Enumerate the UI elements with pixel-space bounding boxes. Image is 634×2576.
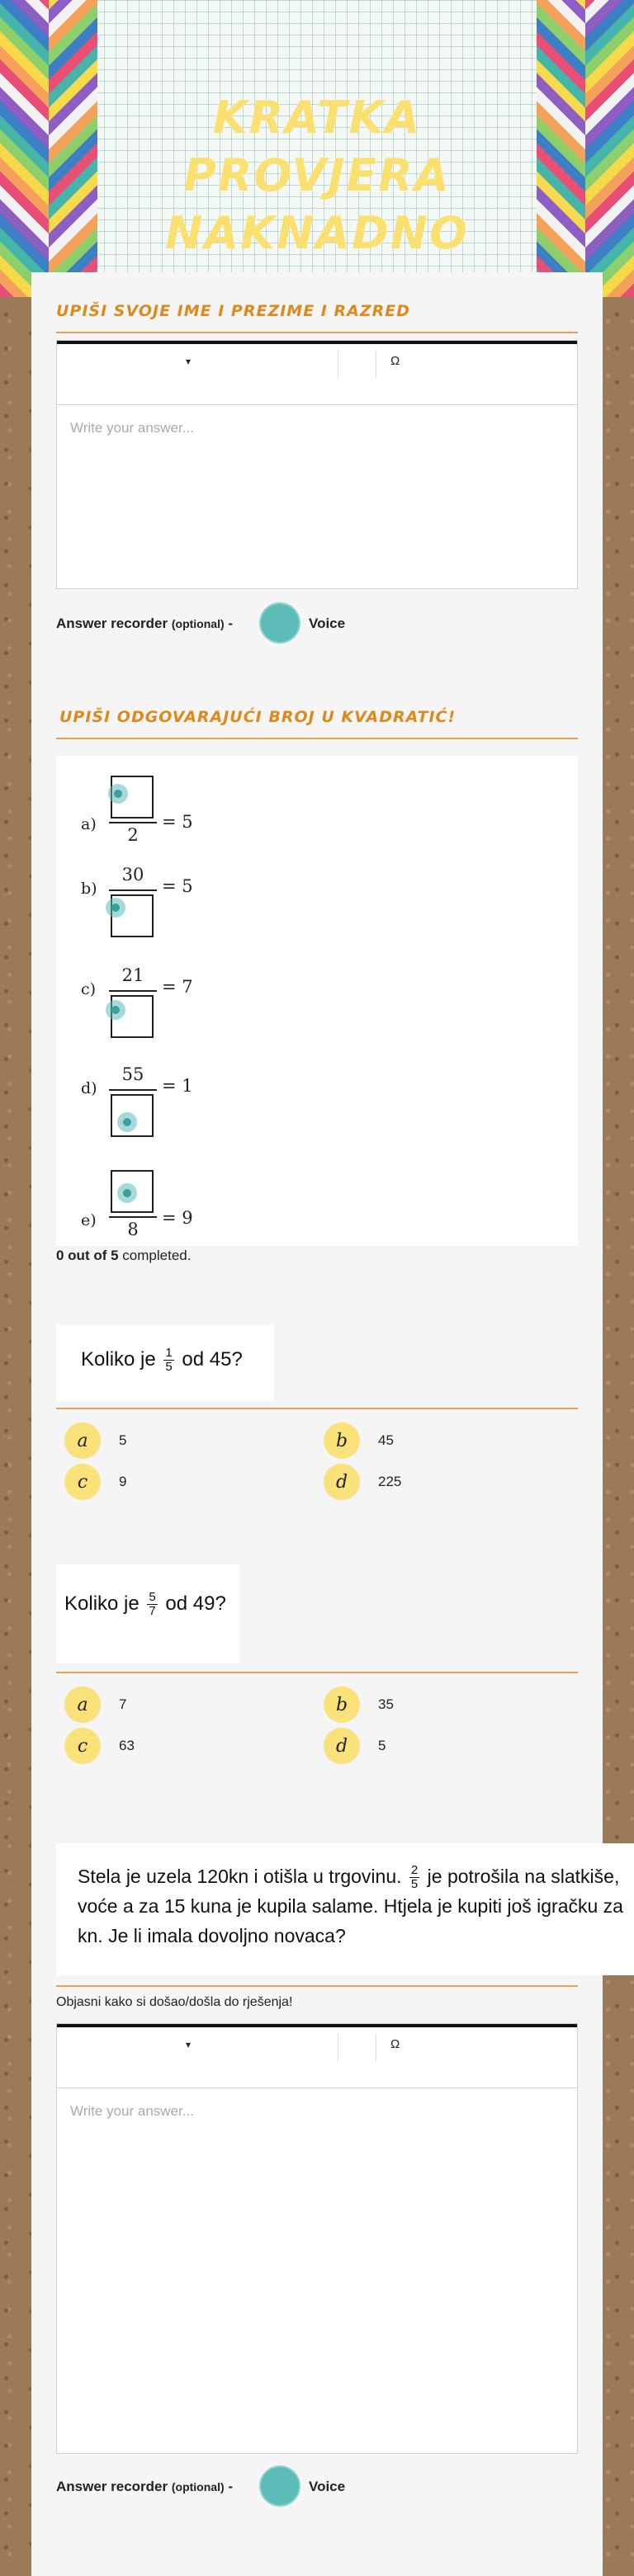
q5-text-part1: Stela je uzela 120kn i otišla u trgovinu. xyxy=(78,1866,402,1887)
name-answer-editor[interactable] xyxy=(56,340,578,589)
item-b-result: = 5 xyxy=(162,876,193,896)
item-b-label: b) xyxy=(81,880,97,898)
page-title xyxy=(99,89,535,262)
font-dropdown-icon[interactable]: ▾ xyxy=(186,356,192,367)
item-b-numerator: 30 xyxy=(121,865,144,885)
q4-fraction-denominator: 7 xyxy=(149,1604,156,1618)
editor-toolbar xyxy=(57,341,577,405)
question-1-title: UPIŠI SVOJE IME I PREZIME I RAZRED xyxy=(56,302,410,320)
voice-record-button[interactable] xyxy=(261,604,299,642)
voice-label: Voice xyxy=(309,2479,346,2494)
option-letter-badge: a xyxy=(64,1687,101,1723)
item-e-denominator: 8 xyxy=(127,1220,139,1239)
question-3-prompt xyxy=(56,1325,274,1401)
fraction-bar xyxy=(109,990,157,992)
item-a-denominator: 2 xyxy=(127,825,139,845)
option-text: 7 xyxy=(119,1696,127,1712)
item-e-drop-handle[interactable] xyxy=(117,1183,137,1203)
option-text: 63 xyxy=(119,1738,135,1753)
q4-prefix: Koliko je xyxy=(64,1592,140,1615)
editor-toolbar xyxy=(57,2024,577,2088)
q3-fraction-denominator: 5 xyxy=(165,1360,173,1374)
option-text: 35 xyxy=(378,1696,394,1712)
explanation-answer-editor[interactable] xyxy=(56,2023,578,2454)
divider xyxy=(56,332,578,333)
q4-option-c[interactable] xyxy=(64,1728,135,1764)
answer-recorder-label xyxy=(56,2479,233,2495)
title-line-2: NAKNADNO xyxy=(165,207,469,259)
q3-option-b[interactable] xyxy=(324,1422,394,1459)
completion-suffix: completed. xyxy=(122,1248,192,1263)
question-4-prompt xyxy=(56,1564,239,1663)
question-2-title: UPIŠI ODGOVARAJUĆI BROJ U KVADRATIĆ! xyxy=(59,708,457,726)
completion-status xyxy=(56,1248,191,1264)
option-letter-badge: d xyxy=(324,1464,360,1500)
q3-suffix: od 45? xyxy=(182,1347,243,1371)
item-d-label: d) xyxy=(81,1079,97,1097)
option-text: 5 xyxy=(119,1432,127,1448)
q5-text-part2: je potrošila na slatkiše, xyxy=(427,1866,620,1887)
item-a-result: = 5 xyxy=(162,812,193,832)
divider xyxy=(56,1985,578,1987)
question-5-prompt xyxy=(56,1843,634,1975)
fraction-bar xyxy=(109,1216,157,1218)
header-banner xyxy=(0,0,634,297)
option-letter-badge: b xyxy=(324,1422,360,1459)
q4-suffix: od 49? xyxy=(165,1592,226,1615)
q3-fraction-numerator: 1 xyxy=(165,1346,173,1360)
option-letter-badge: a xyxy=(64,1422,101,1459)
item-c-drop-handle[interactable] xyxy=(106,1000,125,1020)
item-d-result: = 1 xyxy=(162,1076,193,1096)
q5-fraction-denominator: 5 xyxy=(410,1877,419,1892)
item-c-result: = 7 xyxy=(162,977,193,997)
item-e-label: e) xyxy=(81,1211,97,1229)
divider xyxy=(56,1408,578,1409)
q5-fraction-numerator: 2 xyxy=(410,1863,419,1878)
recorder-label-text: Answer recorder xyxy=(56,616,168,631)
fraction-bar xyxy=(109,822,157,823)
voice-record-button[interactable] xyxy=(261,2467,299,2505)
option-letter-badge: c xyxy=(64,1728,101,1764)
option-letter-badge: d xyxy=(324,1728,360,1764)
option-text: 225 xyxy=(378,1474,402,1489)
title-line-1: KRATKA PROVJERA xyxy=(183,92,451,201)
q4-option-d[interactable] xyxy=(324,1728,386,1764)
divider xyxy=(56,1672,578,1673)
divider xyxy=(56,738,578,739)
completion-count: 0 out of 5 xyxy=(56,1248,119,1263)
special-chars-icon[interactable]: Ω xyxy=(390,354,400,368)
item-b-drop-handle[interactable] xyxy=(106,898,125,918)
option-text: 5 xyxy=(378,1738,386,1753)
q5-line-1 xyxy=(78,1861,634,1891)
item-e-result: = 9 xyxy=(162,1208,193,1228)
answer-recorder-label xyxy=(56,616,233,632)
q3-option-c[interactable] xyxy=(64,1464,126,1500)
q5-line-2: voće a za 15 kuna je kupila salame. Htjela je kupiti još igračku za xyxy=(78,1895,623,1918)
answer-textarea[interactable]: Write your answer... xyxy=(70,420,194,436)
voice-label: Voice xyxy=(309,616,346,631)
option-text: 45 xyxy=(378,1432,394,1448)
q4-fraction xyxy=(147,1591,157,1618)
fraction-bar xyxy=(109,889,157,891)
option-letter-badge: b xyxy=(324,1687,360,1723)
q4-option-b[interactable] xyxy=(324,1687,394,1723)
recorder-dash: - xyxy=(228,2479,234,2494)
recorder-label-text: Answer recorder xyxy=(56,2479,168,2494)
option-letter-badge: c xyxy=(64,1464,101,1500)
q3-option-d[interactable] xyxy=(324,1464,401,1500)
font-dropdown-icon[interactable]: ▾ xyxy=(186,2039,192,2050)
q5-fraction xyxy=(409,1864,419,1891)
item-d-numerator: 55 xyxy=(121,1064,144,1084)
recorder-optional: (optional) xyxy=(171,617,225,630)
fraction-bar xyxy=(109,1089,157,1091)
q3-prefix: Koliko je xyxy=(81,1347,156,1371)
item-d-drop-handle[interactable] xyxy=(117,1112,137,1132)
q4-fraction-numerator: 5 xyxy=(149,1590,156,1604)
item-c-numerator: 21 xyxy=(121,965,144,985)
item-a-drop-handle[interactable] xyxy=(108,784,128,804)
q4-option-a[interactable] xyxy=(64,1687,126,1723)
item-c-label: c) xyxy=(81,980,97,998)
special-chars-icon[interactable]: Ω xyxy=(390,2037,400,2051)
q5-line-3: kn. Je li imala dovoljno novaca? xyxy=(78,1925,346,1947)
q3-fraction xyxy=(163,1347,173,1374)
option-text: 9 xyxy=(119,1474,127,1489)
recorder-dash: - xyxy=(228,616,234,631)
explain-instruction: Objasni kako si došao/došla do rješenja! xyxy=(56,1995,293,2009)
answer-textarea[interactable]: Write your answer... xyxy=(70,2103,194,2119)
item-a-label: a) xyxy=(81,815,97,833)
q3-option-a[interactable] xyxy=(64,1422,126,1459)
recorder-optional: (optional) xyxy=(171,2480,225,2493)
